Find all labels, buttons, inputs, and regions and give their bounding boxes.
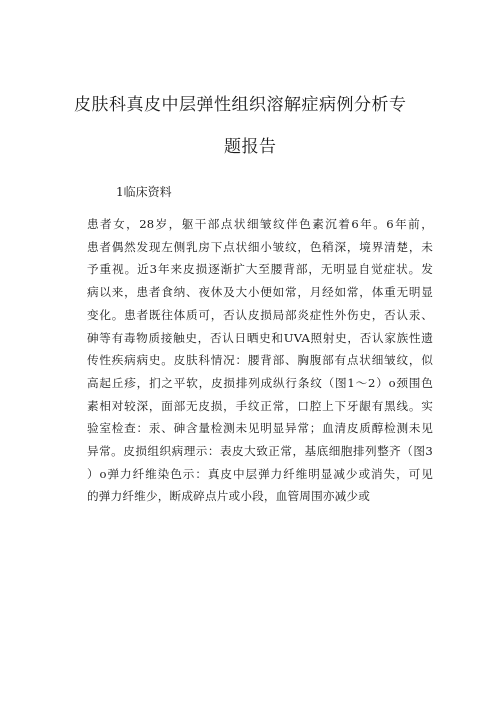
body-line: 素相对较深，面部无皮损，手纹正常，口腔上下牙龈有黑线。实 <box>87 398 433 413</box>
document-title-line-2: 题报告 <box>224 137 277 157</box>
document-title-line-1: 皮肤科真皮中层弹性组织溶解症病例分析专 <box>74 95 407 115</box>
body-line: 病以来，患者食纳、夜休及大小便如常，月经如常，体重无明显 <box>87 285 433 300</box>
body-paragraph <box>87 213 433 508</box>
body-line: 的弹力纤维少，断成碎点片或小段，血管周围亦减少或 <box>87 489 371 504</box>
body-line: 变化。患者既往体质可，否认皮损局部炎症性外伤史，否认汞、 <box>87 307 433 322</box>
section-heading: 1临床资料 <box>116 185 172 199</box>
body-line: 传性疾病病史。皮肤科情况：腰背部、胸腹部有点状细皱纹，似 <box>87 353 433 368</box>
body-line: 砷等有毒物质接触史，否认日晒史和UVA照射史，否认家族性遗 <box>87 330 433 345</box>
body-line: 患者偶然发现左侧乳房下点状细小皱纹，色稍深，境界清楚，未 <box>87 239 433 254</box>
body-line: 予重视。近3年来皮损逐渐扩大至腰背部，无明显自觉症状。发 <box>87 262 433 277</box>
body-line: 患者女，28岁，躯干部点状细皱纹伴色素沉着6年。6年前， <box>87 217 433 231</box>
body-line: ）o弹力纤维染色示：真皮中层弹力纤维明显减少或消失，可见 <box>87 466 433 481</box>
body-line: 异常。皮损组织病理示：表皮大致正常，基底细胞排列整齐（图3 <box>87 444 433 459</box>
body-line: 验室检查：汞、砷含量检测未见明显异常；血清皮质醇检测未见 <box>87 421 433 436</box>
body-line: 高起丘疹，扪之平软，皮损排列成纵行条纹（图1〜2）o颈围色 <box>87 375 433 390</box>
